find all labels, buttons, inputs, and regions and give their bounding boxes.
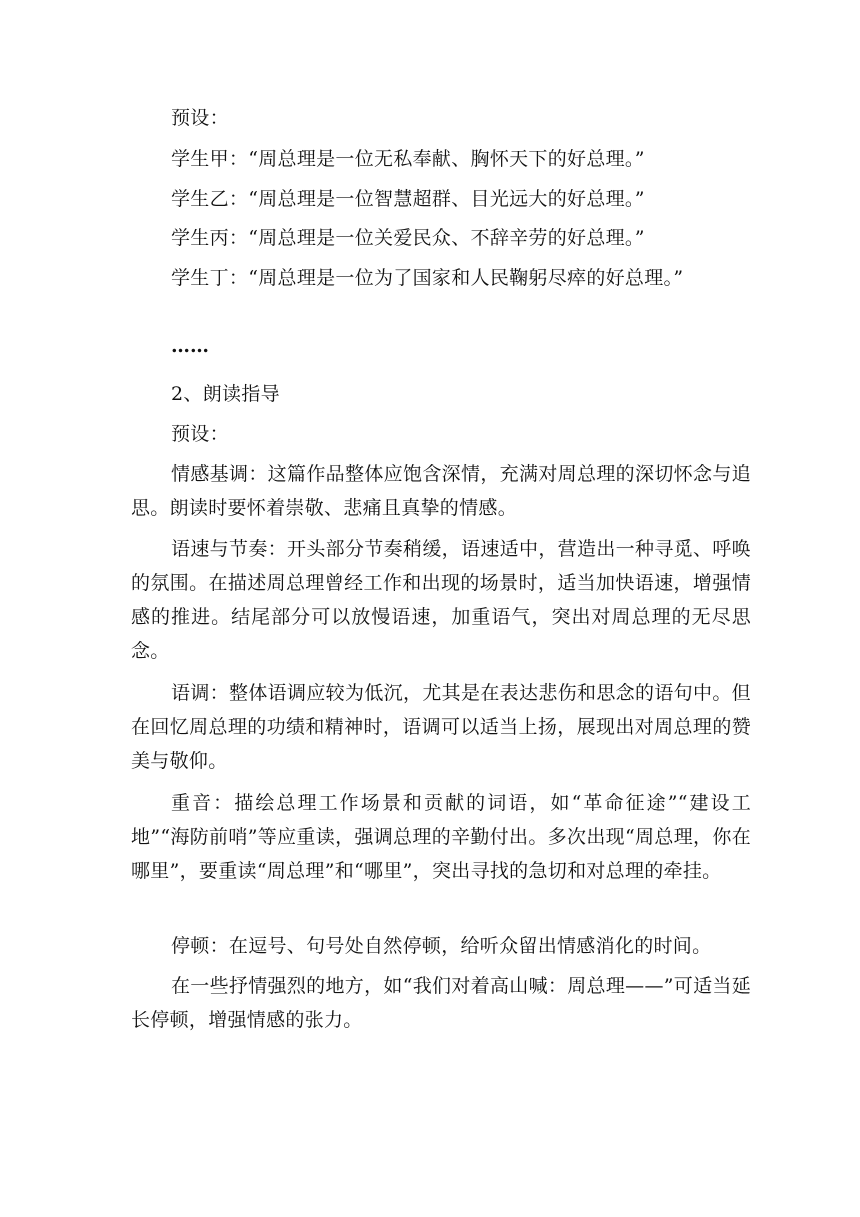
paragraph-emotional-tone: 情感基调：这篇作品整体应饱含深情，充满对周总理的深切怀念与追思。朗读时要怀着崇敬、悲痛且真挚的情感。 bbox=[131, 463, 751, 519]
preset-label: 预设： bbox=[171, 423, 229, 445]
section-heading: 2、朗读指导 bbox=[171, 383, 280, 405]
paragraph-extended-pause: 在一些抒情强烈的地方，如“我们对着高山喊：周总理——”可适当延长停顿，增强情感的张力。 bbox=[131, 975, 751, 1031]
paragraph-speed-rhythm: 语速与节奏：开头部分节奏稍缓，语速适中，营造出一种寻觅、呼唤的氛围。在描述周总理曾经工作和出现的场景时，适当加快语速，增强情感的推进。结尾部分可以放慢语速，加重语气，突出对周总理的无尽思念。 bbox=[131, 538, 751, 662]
student-answer: 学生甲：“周总理是一位无私奉献、胸怀天下的好总理。” bbox=[171, 148, 645, 170]
student-answer: 学生丙：“周总理是一位关爱民众、不辞辛劳的好总理。” bbox=[171, 227, 645, 249]
preset-label: 预设： bbox=[171, 107, 229, 129]
student-answer: 学生乙：“周总理是一位智慧超群、目光远大的好总理。” bbox=[171, 188, 645, 210]
paragraph-pause: 停顿：在逗号、句号处自然停顿，给听众留出情感消化的时间。 bbox=[171, 935, 712, 957]
paragraph-intonation: 语调：整体语调应较为低沉，尤其是在表达悲伤和思念的语句中。但在回忆周总理的功绩和精神时，语调可以适当上扬，展现出对周总理的赞美与敬仰。 bbox=[131, 682, 751, 772]
student-answer: 学生丁：“周总理是一位为了国家和人民鞠躬尽瘁的好总理。” bbox=[171, 267, 684, 289]
ellipsis: …… bbox=[171, 335, 209, 357]
paragraph-stress: 重音：描绘总理工作场景和贡献的词语，如“革命征途”“建设工地”“海防前哨”等应重读，强调总理的辛勤付出。多次出现“周总理，你在哪里”，要重读“周总理”和“哪里”，突出寻找的急切和对总理的牵挂。 bbox=[131, 792, 751, 882]
